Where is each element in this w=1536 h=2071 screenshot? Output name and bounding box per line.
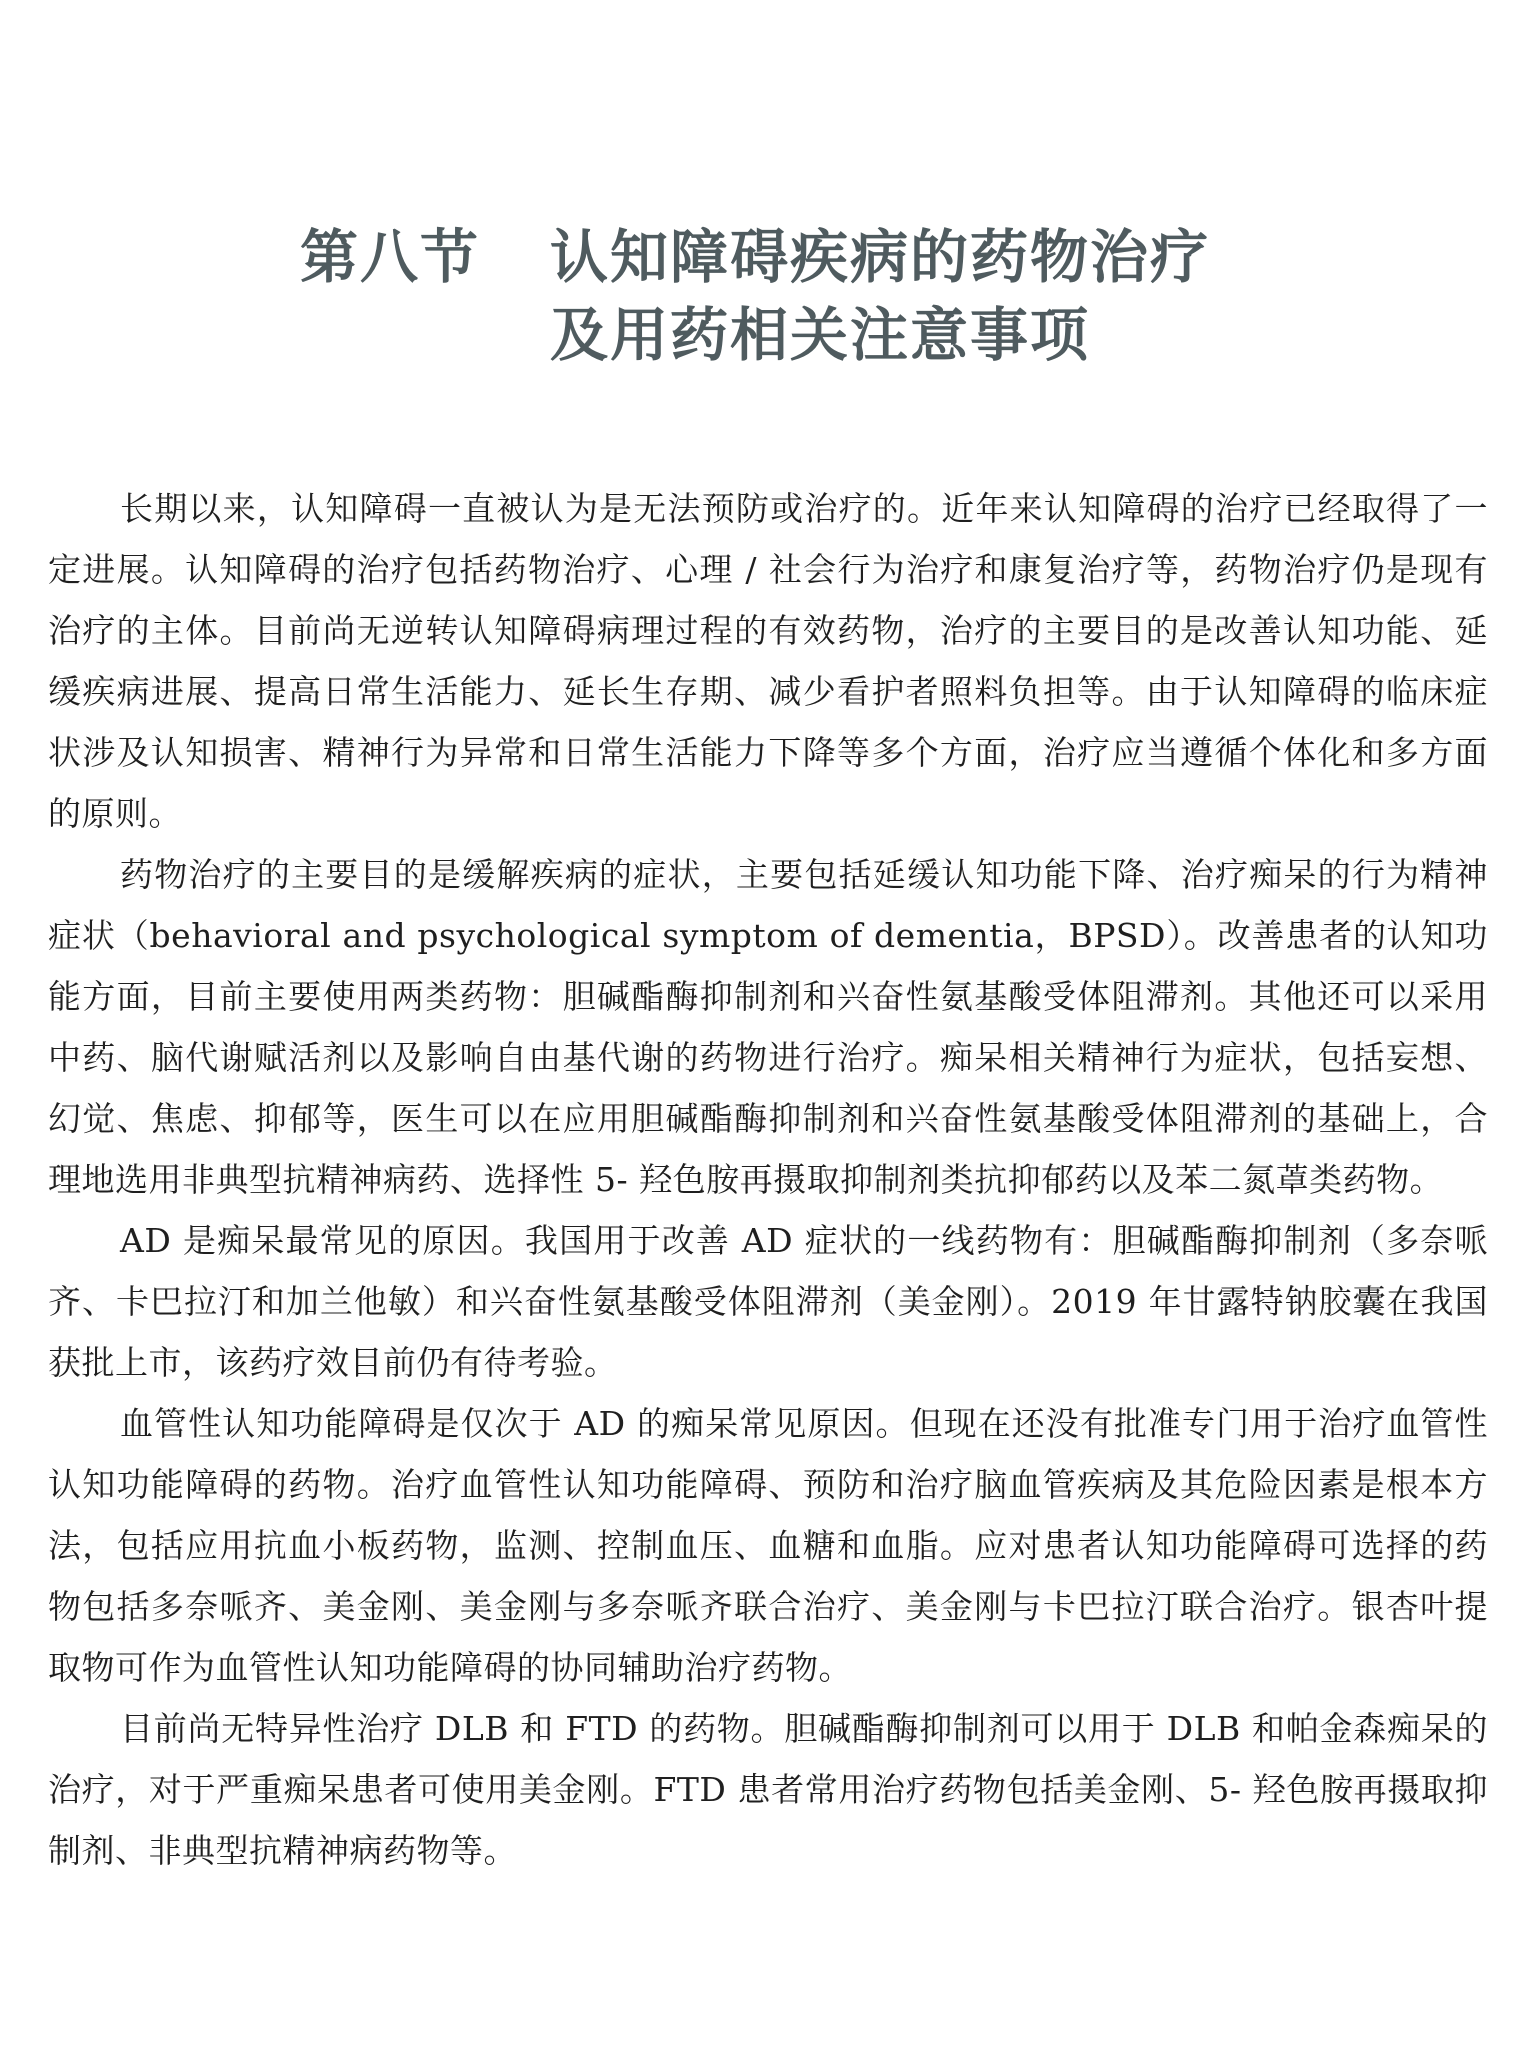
title-line-2: 及用药相关注意事项 bbox=[550, 301, 1091, 369]
paragraph: 血管性认知功能障碍是仅次于 AD 的痴呆常见原因。但现在还没有批准专门用于治疗血管性认知功能障碍的药物。治疗血管性认知功能障碍、预防和治疗脑血管疾病及其危险因素是根本方法，包括应用抗血小板药物，监测、控制血压、血糖和血脂。应对患者认知功能障碍可选择的药物包括多奈哌齐、美金刚、美金刚与多奈哌齐联合治疗、美金刚与卡巴拉汀联合治疗。银杏叶提取物可作为血管性认知功能障碍的协同辅助治疗药物。 bbox=[48, 1404, 1488, 1687]
section-number: 第八节 bbox=[300, 223, 481, 291]
paragraph: AD 是痴呆最常见的原因。我国用于改善 AD 症状的一线药物有：胆碱酯酶抑制剂（多奈哌齐、卡巴拉汀和加兰他敏）和兴奋性氨基酸受体阻滞剂（美金刚）。2019 年甘露特钠胶囊在我国获批上市，该药疗效目前仍有待考验。 bbox=[48, 1221, 1488, 1382]
title-text-1: 认知障碍疾病的药物治疗 bbox=[550, 223, 1211, 291]
section-title bbox=[300, 218, 1300, 374]
paragraph: 目前尚无特异性治疗 DLB 和 FTD 的药物。胆碱酯酶抑制剂可以用于 DLB 和帕金森痴呆的治疗，对于严重痴呆患者可使用美金刚。FTD 患者常用治疗药物包括美金刚、5- 羟色胺再摄取抑制剂、非典型抗精神病药物等。 bbox=[48, 1709, 1488, 1870]
paragraph: 药物治疗的主要目的是缓解疾病的症状，主要包括延缓认知功能下降、治疗痴呆的行为精神症状（behavioral and psychological symptom of dementia，BPSD）。改善患者的认知功能方面，目前主要使用两类药物：胆碱酯酶抑制剂和兴奋性氨基酸受体阻滞剂。其他还可以采用中药、脑代谢赋活剂以及影响自由基代谢的药物进行治疗。痴呆相关精神行为症状，包括妄想、幻觉、焦虑、抑郁等，医生可以在应用胆碱酯酶抑制剂和兴奋性氨基酸受体阻滞剂的基础上，合理地选用非典型抗精神病药、选择性 5- 羟色胺再摄取抑制剂类抗抑郁药以及苯二氮䓬类药物。 bbox=[48, 855, 1488, 1199]
title-line-1 bbox=[300, 218, 1300, 296]
paragraph: 长期以来，认知障碍一直被认为是无法预防或治疗的。近年来认知障碍的治疗已经取得了一定进展。认知障碍的治疗包括药物治疗、心理 / 社会行为治疗和康复治疗等，药物治疗仍是现有治疗的主体。目前尚无逆转认知障碍病理过程的有效药物，治疗的主要目的是改善认知功能、延缓疾病进展、提高日常生活能力、延长生存期、减少看护者照料负担等。由于认知障碍的临床症状涉及认知损害、精神行为异常和日常生活能力下降等多个方面，治疗应当遵循个体化和多方面的原则。 bbox=[48, 489, 1488, 833]
body-text bbox=[48, 478, 1488, 1881]
